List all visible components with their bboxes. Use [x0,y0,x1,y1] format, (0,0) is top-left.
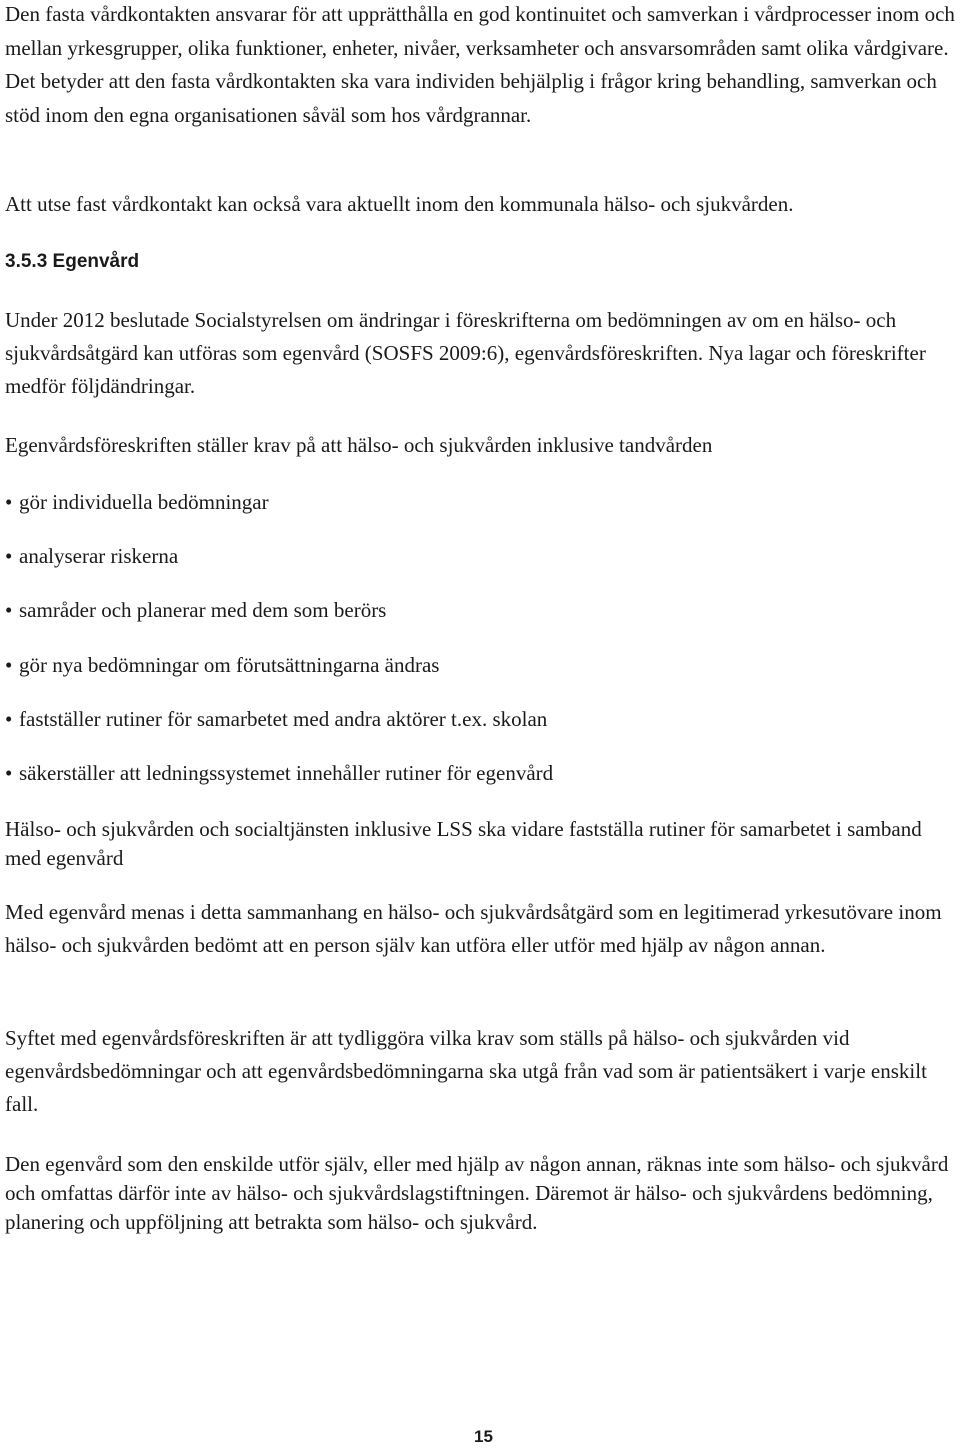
paragraph-fast-vardkontakt: Den fasta vårdkontakten ansvarar för att upprätthålla en god kontinuitet och samverkan i vårdprocesser inom och mellan yrkesgrupper, olika funktioner, enheter, nivåer, verksamheter och ansvarsområden samt olika vårdgivare. Det betyder att den fasta vårdkontakten ska vara individen behjälplig i frågor kring behandling, samverkan och stöd inom den egna organisationen såväl som hos vårdgrannar. [5,2,955,127]
bullet-icon: • [5,544,13,569]
paragraph-syfte: Syftet med egenvårdsföreskriften är att tydliggöra vilka krav som ställs på hälso- och sjukvården vid egenvårdsbedömningar och att egenvårdsbedömningarna ska utgå från vad som är patientsäkert i varje enskilt fall. [5,1026,927,1116]
list-item [5,757,957,811]
requirements-list [5,486,957,811]
page-number: 15 [474,1427,493,1446]
bullet-icon: • [5,706,13,731]
list-item-text: samråder och planerar med dem som berörs [19,598,387,623]
list-item-text: fastställer rutiner för samarbetet med andra aktörer t.ex. skolan [19,706,548,731]
paragraph-egenvard-ej-sjukvard: Den egenvård som den enskilde utför själv, eller med hjälp av någon annan, räknas inte som hälso- och sjukvård och omfattas därför inte av hälso- och sjukvårdslagstiftningen. Däremot är hälso- och sjukvårdens bedömning, planering och uppföljning att betrakta som hälso- och sjukvård. [5,1152,949,1234]
bullet-icon: • [5,760,13,785]
bullet-icon: • [5,598,13,623]
list-item-text: gör nya bedömningar om förutsättningarna ändras [19,652,440,677]
list-item-text: analyserar riskerna [19,544,179,569]
list-item-text: säkerställer att ledningssystemet innehåller rutiner för egenvård [19,760,554,785]
bullet-icon: • [5,490,13,514]
paragraph-socialtjansten-lss: Hälso- och sjukvården och socialtjänsten inklusive LSS ska vidare fastställa rutiner för samarbetet i samband med egenvård [5,817,922,870]
paragraph-definition-egenvard: Med egenvård menas i detta sammanhang en hälso- och sjukvårdsåtgärd som en legitimerad yrkesutövare inom hälso- och sjukvården bedömt att en person själv kan utföra eller utför med hjälp av någon annan. [5,900,942,957]
list-item-text: gör individuella bedömningar [19,490,269,514]
list-item [5,703,957,757]
list-item [5,486,957,540]
list-item [5,540,957,594]
list-item [5,594,957,648]
list-item [5,649,957,703]
section-heading-egenvard: 3.5.3 Egenvård [5,251,140,272]
bullet-icon: • [5,652,13,677]
paragraph-socialstyrelsen: Under 2012 beslutade Socialstyrelsen om ändringar i föreskrifterna om bedömningen av om en hälso- och sjukvårdsåtgärd kan utföras som egenvård (SOSFS 2009:6), egenvårdsföreskriften. Nya lagar och föreskrifter medför följdändringar. [5,308,926,398]
paragraph-kommunal-vard: Att utse fast vårdkontakt kan också vara aktuellt inom den kommunala hälso- och sjukvården. [5,192,794,216]
paragraph-krav-intro: Egenvårdsföreskriften ställer krav på att hälso- och sjukvården inklusive tandvården [5,433,713,457]
